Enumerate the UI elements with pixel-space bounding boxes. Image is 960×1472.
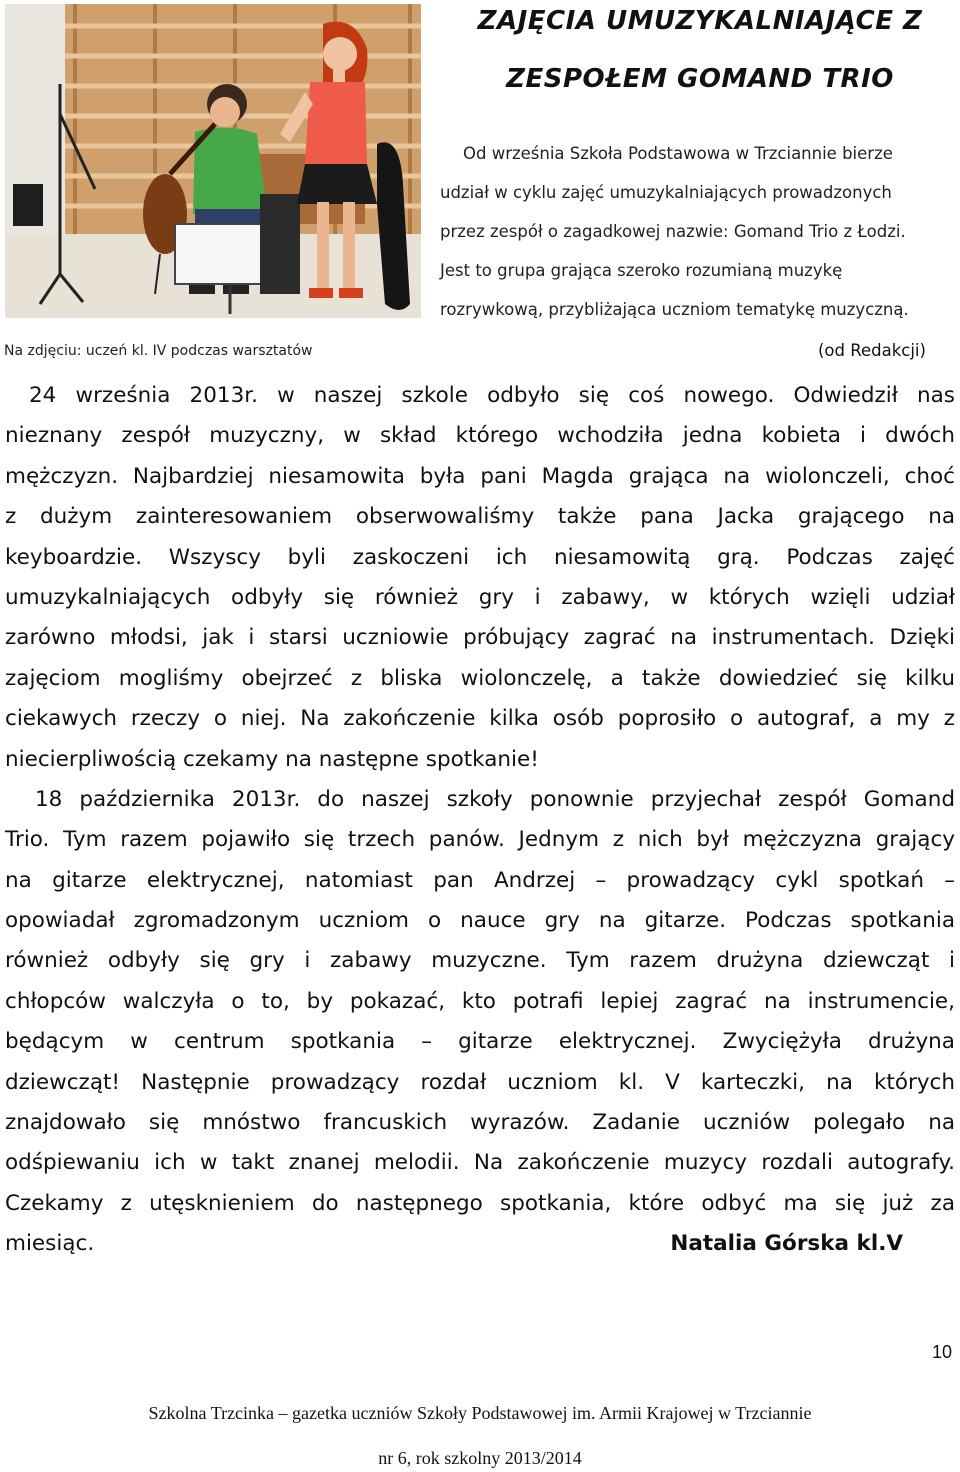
text-line: keyboardzie. Wszyscy byli zaskoczeni ich niesamowitą grą. Podczas zajęć (5, 544, 955, 570)
text-line: będącym w centrum spotkania – gitarze elektrycznej. Zwyciężyła drużyna (5, 1029, 955, 1055)
text-line: 24 września 2013r. w naszej szkole odbyło się coś nowego. Odwiedził nas (29, 383, 955, 408)
text-line: dziewcząt! Następnie prowadzący rozdał uczniom kl. V karteczki, na których (5, 1069, 955, 1095)
intro-line: przez zespół o zagadkowej nazwie: Gomand Trio z Łodzi. (440, 222, 906, 241)
photo-illustration (5, 4, 421, 318)
article-body (5, 376, 955, 1265)
text-line: z dużym zainteresowaniem obserwowaliśmy także pana Jacka grającego na (5, 504, 955, 530)
text-line: 18 października 2013r. do naszej szkoły ponownie przyjechał zespół Gomand (35, 786, 955, 812)
paragraph-2 (5, 780, 955, 1265)
article-photo (5, 4, 421, 318)
text-line: znajdowało się mnóstwo francuskich wyrazów. Zadanie uczniów polegało na (5, 1110, 955, 1136)
chair (260, 194, 300, 294)
text-line: mężczyzn. Najbardziej niesamowita była pani Magda grająca na wiolonczeli, choć (5, 463, 955, 489)
text-line: chłopców walczyła o to, by pokazać, kto potrafi lepiej zagrać na instrumencie, (5, 988, 955, 1014)
page-number: 10 (932, 1342, 953, 1362)
text-line: umuzykalniających odbyły się również gry i zabawy, w których wzięli udział (5, 584, 955, 610)
paragraph-1 (5, 376, 955, 780)
author-signature: Natalia Górska kl.V (670, 1231, 903, 1257)
text-line: zajęciom mogliśmy obejrzeć z bliska wiolonczelę, a także dowiedzieć się kilku (5, 665, 955, 691)
closing-line (5, 1224, 955, 1264)
text-line: również odbyły się gry i zabawy muzyczne. Tym razem drużyna dziewcząt i (5, 948, 955, 974)
last-word: miesiąc. (5, 1231, 95, 1257)
editor-note: (od Redakcji) (818, 341, 926, 360)
speaker (13, 184, 43, 226)
footer-publication: Szkolna Trzcinka – gazetka uczniów Szkoły Podstawowej im. Armii Krajowej w Trzciannie (148, 1403, 812, 1423)
text-line: zarówno młodsi, jak i starsi uczniowie próbujący zagrać na instrumentach. Dzięki (5, 625, 955, 651)
intro-line: rozrywkową, przybliżająca uczniom tematykę muzyczną. (440, 300, 909, 319)
text-line: odśpiewaniu ich w takt znanej melodii. Na zakończenie muzycy rozdali autografy. (5, 1150, 955, 1176)
text-line: Trio. Tym razem pojawiło się trzech panów. Jednym z nich był mężczyzna grający (5, 827, 955, 853)
text-line: ciekawych rzeczy o niej. Na zakończenie kilka osób poprosiło o autograf, a my z (5, 706, 955, 732)
text-line: Czekamy z utęsknieniem do następnego spotkania, które odbyć ma się już za (5, 1190, 955, 1216)
intro-line: Jest to grupa grająca szeroko rozumianą muzykę (440, 261, 843, 280)
intro-line: udział w cyklu zajęć umuzykalniających prowadzonych (440, 183, 892, 202)
text-line: nieznany zespół muzyczny, w skład którego wchodziła jedna kobieta i dwóch (5, 423, 955, 449)
footer-issue: nr 6, rok szkolny 2013/2014 (378, 1448, 582, 1468)
article-title-line-2: ZESPOŁEM GOMAND TRIO (506, 64, 894, 94)
intro-line: Od września Szkoła Podstawowa w Trzciannie bierze (463, 144, 893, 163)
intro-block (440, 134, 940, 329)
text-line: niecierpliwością czekamy na następne spotkanie! (5, 746, 539, 772)
text-line: na gitarze elektrycznej, natomiast pan Andrzej – prowadzący cykl spotkań – (5, 867, 955, 893)
article-title-line-1: ZAJĘCIA UMUZYKALNIAJĄCE Z (477, 6, 923, 36)
photo-caption: Na zdjęciu: uczeń kl. IV podczas warsztatów (4, 343, 313, 359)
text-line: opowiadał zgromadzonym uczniom o nauce gry na gitarze. Podczas spotkania (5, 908, 955, 934)
